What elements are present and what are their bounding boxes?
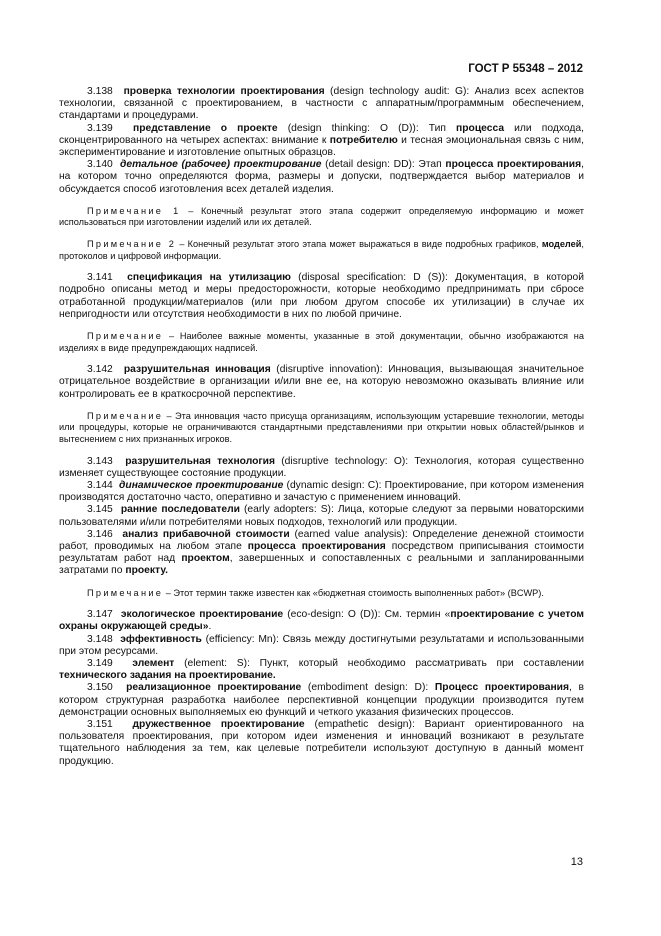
entry-3-148 [59,634,584,658]
entry-term: детальное (рабочее) проектирование [120,159,322,171]
entry-number: 3.145 [87,504,113,516]
entry-number: 3.139 [87,122,113,134]
note-text: – Конечный результат этого этапа содержит определяемую информацию и может использоваться при изготовлении изделий или их деталей. [59,205,584,228]
document-header: ГОСТ Р 55348 – 2012 [468,63,583,75]
entry-term: динамическое проектирование [119,480,284,491]
note-text: – Наиболее важные моменты, указанные в этой документации, обычно изображаются на изделиях в виде предупреждающих надписей. [59,331,584,353]
entry-number: 3.148 [87,633,113,645]
note-label: Примечание [87,331,164,342]
entry-text: , завершенных и сопоставленных с реальными и запланированными затратами по [59,553,585,577]
entry-number: 3.141 [87,272,113,284]
entry-text: и тесная эмоциональная связь с ним, экспериментирование и изготовление опытных образцов. [59,134,584,159]
entry-text: (empathetic design): Вариант ориентированного на пользователя проектирования, при котором идеи изменения и инноваций возникают в результате тщательного наблюдения за тем, как целевые потребители используют доступную в данный момент продукцию. [59,719,584,767]
entry-bold: процесса проектирования [247,541,386,553]
entry-number: 3.147 [87,609,113,621]
entry-3-144 [59,480,584,504]
entry-bold: проекту. [125,565,169,577]
note-text: – Эта инновация часто присуща организациям, использующим устаревшие технологии, методы или процедуры, которые не ограничиваются стандартными представлениями при открытии новых областей/рынков и вытеснением с них признанных игроков. [59,410,584,444]
entry-number: 3.138 [87,86,113,97]
note-text: – Этот термин также известен как «бюджетная стоимость выполненных работ» (BCWP). [163,587,544,598]
entry-text: (disposal specification: D (S)): Документация, в которой подробно описаны метод и меры предосторожности, которые необходимо предпринимать при сбросе отработанной продукции/материалов (или при любом другом способе их утилизации) в случае их непригодности или отсутствия необходимости в них по любой причине. [59,272,584,320]
entry-3-139 [59,123,584,160]
entry-3-142 [59,364,584,401]
note-text: – Конечный результат этого этапа может выражаться в виде подробных графиков, [176,239,542,250]
entry-bold: процесса [456,122,505,134]
entry-3-146 [59,529,584,578]
entry-bold: технического задания на проектирование. [59,670,276,682]
entry-term: представление о проекте [132,122,278,134]
note-text: , протоколов и цифровой информации. [59,239,584,261]
entry-3-151 [59,719,584,768]
entry-text: (embodiment design: D): [301,682,435,694]
entry-3-141 [59,272,584,321]
entry-bold: процесса проектирования [445,159,582,171]
entry-number: 3.149 [87,658,113,670]
entry-text: . [208,621,212,633]
document-body [59,86,584,768]
entry-text: , на котором точно определяются форма, размеры и допуски, подтверждается выбор материалов и обсуждается способ изготовления всех деталей изделия. [59,159,584,195]
entry-number: 3.144 [87,480,113,491]
entry-term: разрушительная инновация [123,364,271,376]
entry-text: (earned value analysis): Определение денежной стоимости работ, проводимых на любом этапе [59,528,584,553]
entry-number: 3.146 [87,528,113,540]
entry-text: (dynamic design: C): Проектирование, при котором изменения производятся достаточно часто, оперативно и зачастую с применением инноваций. [59,480,584,504]
note-label: Примечание [87,587,164,598]
entry-term: элемент [132,658,175,670]
entry-number: 3.140 [87,159,113,171]
note-3 [59,331,584,354]
entry-3-138 [59,86,584,123]
entry-number: 3.143 [87,455,113,467]
entry-bold: проектирование с учетом охраны окружающей среды» [59,609,584,633]
note-label: Примечание [87,410,164,421]
entry-bold: Процесс проектирования [434,682,570,694]
entry-text: , в котором структурная разработка наиболее перспективной концепции продукции производится путем демонстрации основных выполняемых ею функций и четкого указания физических процессов. [59,682,584,718]
note-label: Примечание 2 [87,239,177,250]
entry-number: 3.142 [87,364,113,376]
note-4 [59,411,584,446]
entry-term: реализационное проектирование [126,682,302,694]
entry-3-149 [59,658,584,682]
entry-text: (early adopters: S): Лица, которые следуют за первыми новаторскими пользователями и/или потребителями новых подходов, технологий или продукции. [59,504,584,528]
entry-3-140 [59,159,584,196]
entry-term: спецификация на утилизацию [127,272,291,284]
note-bold: моделей [541,239,582,250]
entry-3-147 [59,609,584,633]
entry-text: (detail design: DD): Этап [321,159,446,171]
entry-term: дружественное проектирование [132,719,305,731]
entry-number: 3.150 [87,682,113,694]
entry-term: анализ прибавочной стоимости [122,528,290,540]
entry-term: экологическое проектирование [120,609,284,621]
note-2 [59,239,584,262]
entry-number: 3.151 [87,719,113,731]
entry-text: или подхода, сконцентрированного на четырех аспектах: внимание к [59,122,584,146]
entry-3-145 [59,504,584,528]
entry-text: (eco-design: O (D)): См. термин « [283,609,451,621]
note-label: Примечание 1 [87,205,181,216]
entry-text: (efficiency: Mn): Связь между достигнутыми результатами и использованными при этом ресурсами. [59,633,584,657]
entry-3-143 [59,456,584,480]
note-1 [59,206,584,229]
entry-text: (design thinking: O (D)): Тип [277,122,457,134]
entry-3-150 [59,682,584,719]
entry-bold: потребителю [329,134,398,146]
entry-term: эффективность [120,633,202,645]
entry-term: проверка технологии проектирования [123,86,325,97]
entry-text: посредством приписывания стоимости результатам работ над [59,541,585,565]
entry-text: (disruptive technology: O): Технология, которая существенно изменяет существующее состояние продукции. [59,455,584,479]
entry-term: разрушительная технология [125,455,276,467]
entry-bold: проектом [181,553,230,565]
entry-term: ранние последователи [120,504,240,516]
entry-text: (disruptive innovation): Инновация, вызывающая значительное отрицательное воздействие в организации и/или вне ее, на которую невозможно оказывать влияние или контролировать ее в краткосрочной перспективе. [59,364,584,400]
entry-text: (design technology audit: G): Анализ всех аспектов технологии, связанной с проектированием, в частности с аппаратным/программным обеспечением, стандартами и процедурами. [59,86,584,122]
entry-text: (element: S): Пункт, который необходимо рассматривать при составлении [174,658,584,670]
note-5 [59,588,584,600]
page-number: 13 [570,856,583,868]
